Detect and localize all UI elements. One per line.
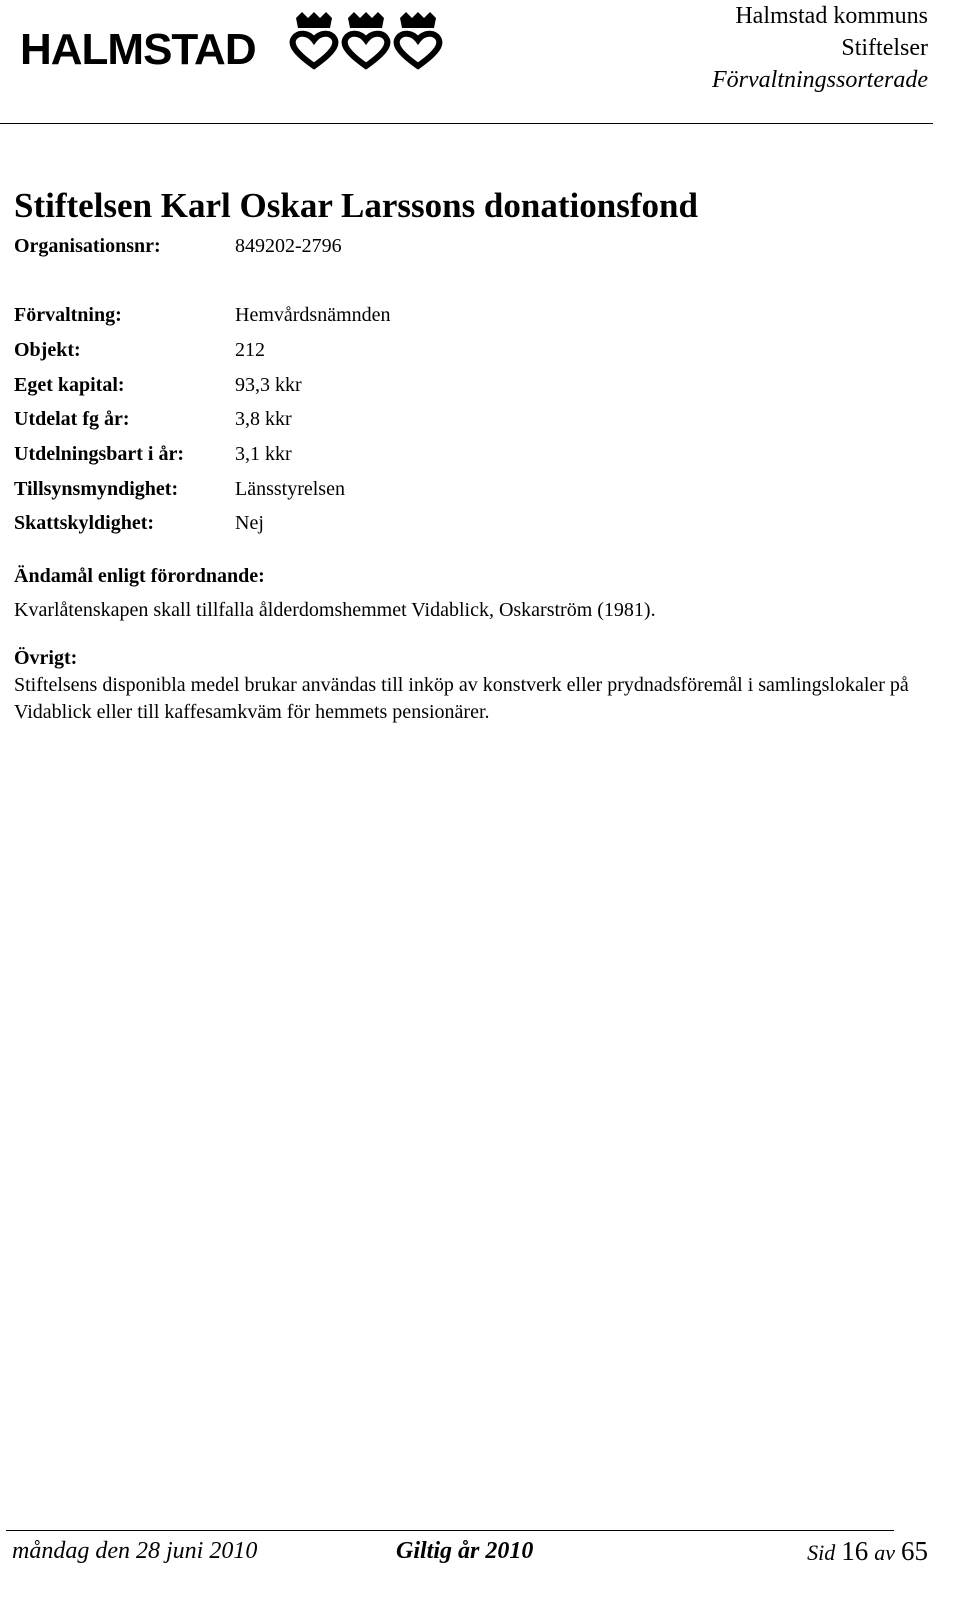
halmstad-logo [20, 10, 430, 72]
other-text: Stiftelsens disponibla medel brukar användas till inköp av konstverk eller prydnadsföremål i samlingslokaler på Vidablick eller till kaffesamkväm för hemmets pensionärer. [14, 674, 909, 723]
footer-sid-label: Sid [807, 1540, 836, 1565]
footer-page-number [807, 1536, 928, 1568]
field-label: Skattskyldighet: [14, 512, 155, 534]
footer-date: måndag den 28 juni 2010 [12, 1538, 258, 1564]
footer-valid-year: Giltig år 2010 [396, 1538, 534, 1564]
purpose-text: Kvarlåtenskapen skall tillfalla ålderdomshemmet Vidablick, Oskarström (1981). [14, 599, 656, 621]
footer-divider [6, 1530, 894, 1531]
header-info [712, 0, 928, 96]
field-label: Utdelat fg år: [14, 408, 130, 430]
field-label: Tillsynsmyndighet: [14, 478, 179, 500]
footer-av-label: av [874, 1540, 895, 1565]
footer-page: 16 [841, 1536, 869, 1566]
field-label: Organisationsnr: [14, 235, 161, 257]
other-heading: Övrigt: [14, 647, 78, 669]
field-value: Länsstyrelsen [235, 478, 345, 500]
field-label: Objekt: [14, 339, 81, 361]
document-title: Stiftelsen Karl Oskar Larssons donationsfond [14, 186, 698, 225]
logo-wordmark: HALMSTAD [20, 25, 256, 74]
header-sorting: Förvaltningssorterade [712, 67, 928, 93]
purpose-heading: Ändamål enligt förordnande: [14, 565, 265, 587]
header-category: Stiftelser [841, 35, 928, 61]
field-label: Förvaltning: [14, 304, 122, 326]
field-label: Eget kapital: [14, 374, 125, 396]
field-value: 212 [235, 339, 265, 361]
header-org: Halmstad kommuns [735, 3, 928, 29]
footer-total: 65 [901, 1536, 928, 1566]
field-value: Nej [235, 512, 264, 534]
crowned-hearts-icon [288, 10, 448, 70]
field-value: 849202-2796 [235, 235, 342, 257]
field-value: 93,3 kkr [235, 374, 302, 396]
field-value: Hemvårdsnämnden [235, 304, 391, 326]
field-value: 3,1 kkr [235, 443, 292, 465]
field-label: Utdelningsbart i år: [14, 443, 184, 465]
header-divider [0, 123, 933, 124]
field-value: 3,8 kkr [235, 408, 292, 430]
